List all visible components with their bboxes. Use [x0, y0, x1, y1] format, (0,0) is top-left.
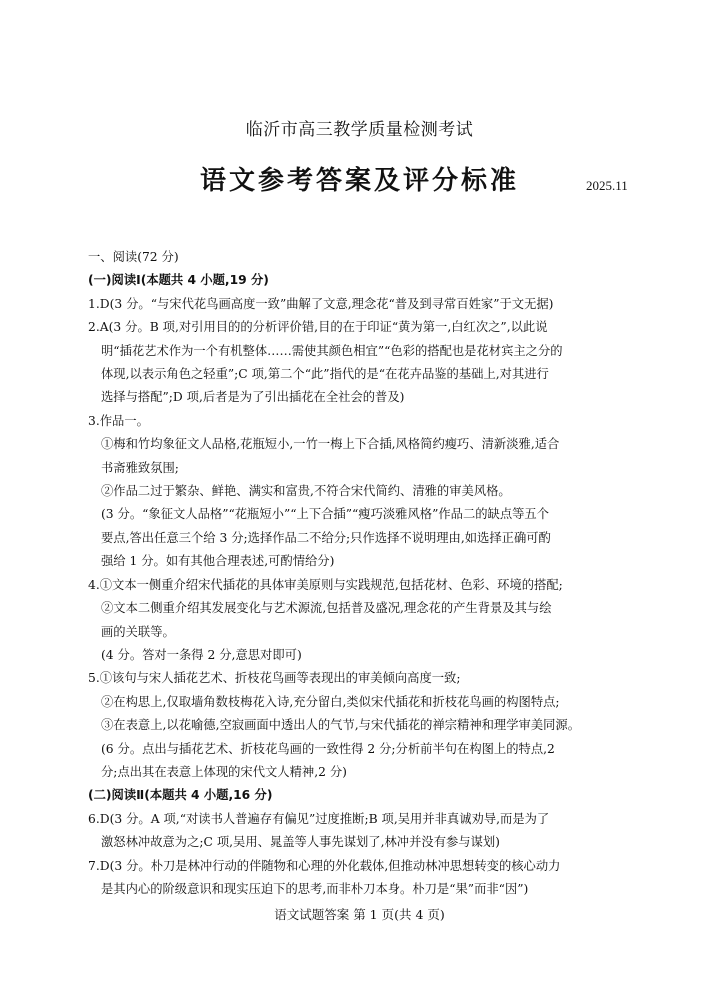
- answer-line: 是其内心的阶级意识和现实压迫下的思考,而非朴刀本身。朴刀是“果”而非“因”): [101, 881, 529, 896]
- answer-line: 体现,以表示角色之轻重”;C 项,第二个“此”指代的是“在花卉品鉴的基础上,对其进行: [101, 367, 549, 382]
- answer-line: 选择与搭配”;D 项,后者是为了引出插花在全社会的普及): [101, 390, 405, 405]
- answer-line: 要点,答出任意三个给 3 分;选择作品二不给分;只作选择不说明理由,如选择正确可酌: [101, 530, 551, 545]
- answer-line: 书斋雅致氛围;: [101, 460, 179, 475]
- answer-line: 1.D(3 分。“与宋代花鸟画高度一致”曲解了文意,理念花“普及到寻常百姓家”于文无据): [88, 296, 554, 311]
- answer-line: 一、阅读(72 分): [88, 250, 179, 264]
- answer-line: 激怒林冲故意为之;C 项,吴用、晁盖等人事先谋划了,林冲并没有参与谋划): [101, 835, 500, 850]
- answer-line: 3.作品一。: [88, 413, 149, 428]
- document-date: 2025.11: [586, 178, 628, 193]
- answer-line: ②在构思上,仅取墙角数枝梅花入诗,充分留白,类似宋代插花和折枝花鸟画的构图特点;: [101, 694, 560, 709]
- page-footer: 语文试题答案 第 1 页(共 4 页): [274, 907, 445, 922]
- answer-line: 7.D(3 分。朴刀是林冲行动的伴随物和心理的外化载体,但推动林冲思想转变的核心动力: [88, 858, 561, 873]
- answer-line: (3 分。“象征文人品格”“花瓶短小”“上下合插”“瘦巧淡雅风格”作品二的缺点等五个: [101, 507, 550, 522]
- answer-line: (6 分。点出与插花艺术、折枝花鸟画的一致性得 2 分;分析前半句在构图上的特点,2: [101, 741, 555, 756]
- answer-line: 分;点出其在表意上体现的宋代文人精神,2 分): [101, 764, 347, 779]
- answer-line: ②作品二过于繁杂、鲜艳、满实和富贵,不符合宋代简约、清雅的审美风格。: [101, 484, 511, 499]
- answer-line: 5.①该句与宋人插花艺术、折枝花鸟画等表现出的审美倾向高度一致;: [88, 671, 461, 686]
- section-heading: (二)阅读Ⅱ(本题共 4 小题,16 分): [88, 788, 273, 803]
- answer-line: ①梅和竹均象征文人品格,花瓶短小,一竹一梅上下合插,风格简约瘦巧、清新淡雅,适合: [101, 437, 560, 452]
- answer-body: [88, 246, 634, 901]
- answer-line: 2.A(3 分。B 项,对引用目的的分析评价错,目的在于印证“黄为第一,白红次之”,以此说: [88, 320, 548, 335]
- answer-line: (4 分。答对一条得 2 分,意思对即可): [101, 647, 302, 662]
- answer-line: 强给 1 分。如有其他合理表述,可酌情给分): [101, 554, 335, 569]
- answer-line: 6.D(3 分。A 项,“对读书人普遍存有偏见”过度推断;B 项,吴用并非真诚劝导,而是为了: [88, 811, 550, 826]
- answer-line: ②文本二侧重介绍其发展变化与艺术源流,包括普及盛况,理念花的产生背景及其与绘: [101, 601, 552, 616]
- exam-title: 临沂市高三教学质量检测考试: [245, 120, 474, 140]
- answer-line: ③在表意上,以花喻德,空寂画面中透出人的气节,与宋代插花的禅宗精神和理学审美同源。: [101, 718, 581, 733]
- section-heading: (一)阅读Ⅰ(本题共 4 小题,19 分): [88, 273, 269, 288]
- document-title: 语文参考答案及评分标准: [199, 166, 519, 196]
- answer-line: 明“插花艺术作为一个有机整体……需使其颜色相宜”“色彩的搭配也是花材宾主之分的: [101, 343, 563, 358]
- answer-line: 4.①文本一侧重介绍宋代插花的具体审美原则与实践规范,包括花材、色彩、环境的搭配;: [88, 577, 563, 592]
- answer-line: 画的关联等。: [101, 624, 175, 639]
